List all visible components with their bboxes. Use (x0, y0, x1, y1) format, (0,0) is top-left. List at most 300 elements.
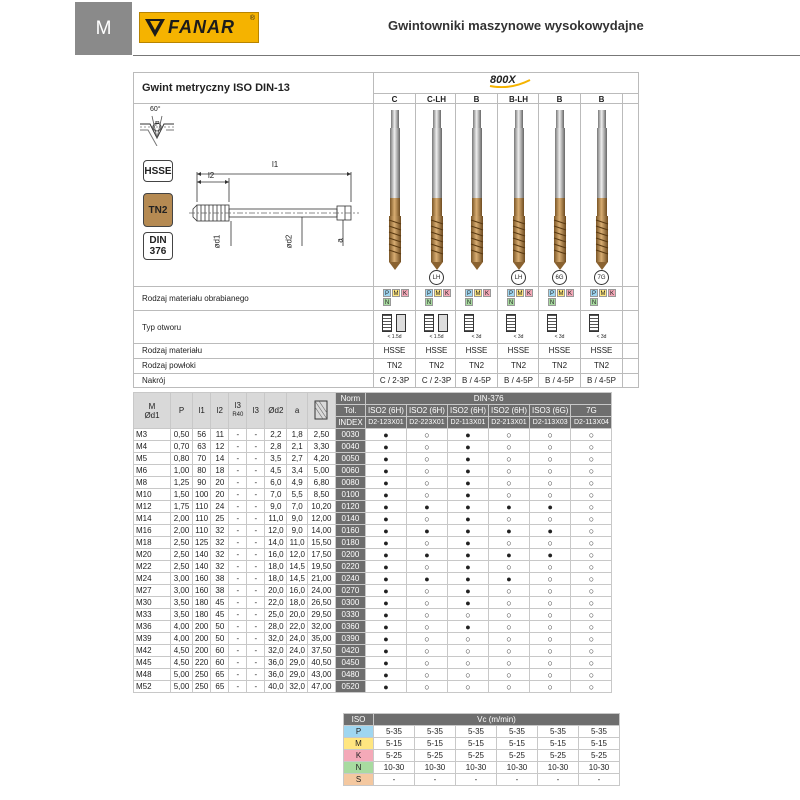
cell-l5: - (247, 513, 265, 525)
availability-mark: ○ (530, 477, 571, 489)
availability-mark: ● (447, 597, 488, 609)
hole-depth-label: < 3d (513, 334, 524, 340)
availability-mark: ● (447, 525, 488, 537)
vc-cell: 5-35 (579, 726, 620, 738)
table-row (134, 645, 612, 657)
cell-p: 0,80 (171, 453, 193, 465)
availability-mark: ● (488, 525, 529, 537)
availability-mark: ● (365, 609, 406, 621)
cell-a: 3,4 (287, 465, 308, 477)
material-p-icon: P (384, 291, 389, 297)
cell-l5: - (247, 453, 265, 465)
cell-d2: 28,0 (265, 621, 287, 633)
col-m-header: M Ød1 (134, 393, 171, 429)
cell-m: M10 (134, 489, 171, 501)
material-n-icon: N (384, 300, 390, 306)
cell-l3: - (229, 453, 247, 465)
availability-mark: ● (530, 501, 571, 513)
tap-image (467, 110, 487, 270)
availability-mark: ○ (488, 681, 529, 693)
cell-a: 24,0 (287, 645, 308, 657)
column-header: C (391, 95, 398, 104)
vc-cell: - (538, 774, 579, 786)
cell-l3: - (229, 441, 247, 453)
hole-depth-label: < 1.5d (429, 334, 444, 340)
blind-hole-icon (438, 314, 448, 332)
tolerance-header: ISO2 (6H) (406, 405, 447, 417)
material-n-icon: N (549, 300, 555, 306)
cell-a: 4,9 (287, 477, 308, 489)
availability-mark: ● (406, 501, 447, 513)
cell-p: 3,00 (171, 573, 193, 585)
availability-mark: ○ (488, 453, 529, 465)
cell-a: 5,5 (287, 489, 308, 501)
cell-l5: - (247, 633, 265, 645)
availability-mark: ● (365, 477, 406, 489)
cell-p: 2,00 (171, 525, 193, 537)
availability-mark: ○ (571, 621, 612, 633)
cell-l5: - (247, 669, 265, 681)
col-d2-header: Ød2 (265, 393, 287, 429)
cell-l1: 200 (193, 633, 211, 645)
din-header: DIN-376 (365, 393, 612, 405)
tool-material-cell: HSSE (383, 346, 406, 355)
availability-mark: ○ (406, 453, 447, 465)
cell-l2: 65 (211, 681, 229, 693)
vc-cell: 5-25 (374, 750, 415, 762)
availability-mark: ○ (488, 489, 529, 501)
cell-d: 21,00 (307, 573, 335, 585)
material-group-cell: P (344, 726, 374, 738)
vc-cell: 5-15 (374, 738, 415, 750)
availability-mark: ○ (406, 621, 447, 633)
cell-l1: 200 (193, 621, 211, 633)
cell-l3: - (229, 537, 247, 549)
chamfer-cell: C / 2-3P (421, 376, 452, 385)
table-row (134, 669, 612, 681)
cell-d2: 18,0 (265, 561, 287, 573)
vc-cell: 10-30 (538, 762, 579, 774)
availability-mark: ○ (406, 465, 447, 477)
availability-mark: ○ (530, 453, 571, 465)
availability-mark: ○ (530, 561, 571, 573)
cell-l2: 18 (211, 465, 229, 477)
cell-m: M33 (134, 609, 171, 621)
dim-d1: ød1 (212, 234, 222, 249)
availability-mark: ● (447, 585, 488, 597)
cell-a: 16,0 (287, 585, 308, 597)
cell-m: M16 (134, 525, 171, 537)
availability-mark: ● (447, 489, 488, 501)
tool-material-cell: HSSE (425, 346, 448, 355)
coating-cell: TN2 (551, 361, 568, 370)
availability-mark: ● (365, 597, 406, 609)
vc-cell: 5-25 (497, 750, 538, 762)
cell-l1: 140 (193, 549, 211, 561)
material-m-icon: M (600, 291, 606, 297)
table-row (134, 585, 612, 597)
availability-mark: ● (406, 525, 447, 537)
availability-mark: ○ (447, 657, 488, 669)
cell-idx: 0120 (335, 501, 365, 513)
availability-mark: ● (447, 537, 488, 549)
cell-m: M42 (134, 645, 171, 657)
chamfer-row-label: Nakrój (142, 376, 166, 385)
vc-cell: - (497, 774, 538, 786)
cell-l1: 63 (193, 441, 211, 453)
cell-d2: 2,2 (265, 429, 287, 441)
availability-mark: ● (447, 621, 488, 633)
vc-cell: 5-15 (579, 738, 620, 750)
material-m-icon: M (393, 291, 399, 297)
cell-l3: - (229, 501, 247, 513)
material-group-cell: N (344, 762, 374, 774)
cell-d2: 2,8 (265, 441, 287, 453)
cell-l1: 160 (193, 573, 211, 585)
cell-d2: 22,0 (265, 597, 287, 609)
cell-l1: 110 (193, 501, 211, 513)
material-m-icon: M (475, 291, 481, 297)
cell-a: 18,0 (287, 597, 308, 609)
cell-l3: - (229, 621, 247, 633)
cell-l2: 32 (211, 525, 229, 537)
cell-d: 32,00 (307, 621, 335, 633)
availability-mark: ○ (406, 657, 447, 669)
cell-d2: 25,0 (265, 609, 287, 621)
tap-size-table (133, 392, 612, 693)
availability-mark: ○ (488, 621, 529, 633)
coating-row-label: Rodzaj powłoki (142, 361, 196, 370)
availability-mark: ○ (530, 621, 571, 633)
cell-d: 35,00 (307, 633, 335, 645)
cell-p: 1,25 (171, 477, 193, 489)
section-letter: M (75, 2, 132, 55)
cell-l5: - (247, 597, 265, 609)
cell-idx: 0060 (335, 465, 365, 477)
cell-a: 12,0 (287, 549, 308, 561)
cell-d: 10,20 (307, 501, 335, 513)
availability-mark: ● (365, 645, 406, 657)
header-divider (133, 55, 800, 56)
cell-p: 4,50 (171, 645, 193, 657)
cell-p: 3,50 (171, 597, 193, 609)
availability-mark: ○ (530, 633, 571, 645)
availability-mark: ○ (406, 537, 447, 549)
cell-p: 2,00 (171, 513, 193, 525)
table-row (134, 657, 612, 669)
cell-l2: 45 (211, 609, 229, 621)
cell-m: M20 (134, 549, 171, 561)
material-group-cell: S (344, 774, 374, 786)
availability-mark: ○ (571, 633, 612, 645)
cell-l3: - (229, 585, 247, 597)
availability-mark: ○ (488, 609, 529, 621)
table-row (134, 513, 612, 525)
vc-cell: 5-15 (415, 738, 456, 750)
chamfer-cell: B / 4-5P (587, 376, 616, 385)
cell-l1: 180 (193, 597, 211, 609)
cell-l2: 38 (211, 585, 229, 597)
cell-l1: 100 (193, 489, 211, 501)
availability-mark: ● (365, 681, 406, 693)
cell-l3: - (229, 549, 247, 561)
availability-mark: ● (447, 549, 488, 561)
availability-mark: ● (365, 465, 406, 477)
material-row-label: Rodzaj materiału obrabianego (142, 294, 249, 303)
cell-l3: - (229, 669, 247, 681)
vc-cell: 5-15 (497, 738, 538, 750)
coating-cell: TN2 (593, 361, 610, 370)
cell-l5: - (247, 681, 265, 693)
cell-idx: 0180 (335, 537, 365, 549)
cell-l2: 50 (211, 621, 229, 633)
cell-a: 11,0 (287, 537, 308, 549)
cell-l1: 160 (193, 585, 211, 597)
availability-mark: ○ (406, 645, 447, 657)
availability-mark: ○ (488, 585, 529, 597)
hole-icon (382, 314, 392, 332)
material-group-cell: K (344, 750, 374, 762)
material-m-icon: M (558, 291, 564, 297)
availability-mark: ○ (571, 489, 612, 501)
cell-l2: 12 (211, 441, 229, 453)
cell-l5: - (247, 429, 265, 441)
cell-l2: 32 (211, 549, 229, 561)
cell-l1: 70 (193, 453, 211, 465)
availability-mark: ● (488, 501, 529, 513)
table-row (134, 465, 612, 477)
availability-mark: ○ (571, 429, 612, 441)
cell-l1: 180 (193, 609, 211, 621)
cell-l5: - (247, 477, 265, 489)
availability-mark: ○ (447, 633, 488, 645)
availability-mark: ○ (447, 669, 488, 681)
tool-material-row-label: Rodzaj materiału (142, 346, 203, 355)
availability-mark: ○ (406, 429, 447, 441)
availability-mark: ○ (530, 429, 571, 441)
material-k-icon: K (567, 291, 572, 297)
availability-mark: ● (365, 525, 406, 537)
material-k-icon: K (609, 291, 614, 297)
cell-m: M18 (134, 537, 171, 549)
tap-image (385, 110, 405, 270)
cell-l1: 250 (193, 669, 211, 681)
index-code-header: D2-213X01 (488, 417, 529, 429)
tolerance-header: ISO2 (6H) (365, 405, 406, 417)
tol-header: Tol. (335, 405, 365, 417)
vc-cell: - (456, 774, 497, 786)
availability-mark: ● (406, 549, 447, 561)
availability-mark: ● (365, 537, 406, 549)
cell-l3: - (229, 657, 247, 669)
material-n-icon: N (426, 300, 432, 306)
cell-m: M8 (134, 477, 171, 489)
cell-l5: - (247, 525, 265, 537)
hole-depth-label: < 3d (596, 334, 607, 340)
cell-d2: 3,5 (265, 453, 287, 465)
availability-mark: ○ (530, 489, 571, 501)
tn2-badge: TN2 (143, 193, 173, 227)
cell-d: 4,20 (307, 453, 335, 465)
tool-material-cell: HSSE (465, 346, 488, 355)
availability-mark: ○ (488, 645, 529, 657)
dim-d2: ød2 (284, 234, 294, 249)
dim-l1: l1 (272, 160, 279, 169)
material-p-icon: P (426, 291, 431, 297)
cell-l3: - (229, 633, 247, 645)
availability-mark: ○ (406, 477, 447, 489)
cell-m: M22 (134, 561, 171, 573)
cell-idx: 0270 (335, 585, 365, 597)
cell-l1: 56 (193, 429, 211, 441)
cell-l3: - (229, 561, 247, 573)
availability-mark: ○ (530, 669, 571, 681)
tap-image (592, 110, 612, 270)
cell-idx: 0360 (335, 621, 365, 633)
cell-d: 2,50 (307, 429, 335, 441)
tap-tag: LH (429, 270, 444, 285)
column-header: B (556, 95, 563, 104)
cell-d2: 40,0 (265, 681, 287, 693)
table-row (134, 489, 612, 501)
fanar-v-icon (145, 19, 165, 37)
cell-l5: - (247, 465, 265, 477)
tool-material-cell: HSSE (548, 346, 571, 355)
availability-mark: ○ (406, 489, 447, 501)
hole-icon (589, 314, 599, 332)
tolerance-header: ISO2 (6H) (488, 405, 529, 417)
table-row (134, 477, 612, 489)
cell-m: M4 (134, 441, 171, 453)
availability-mark: ○ (571, 537, 612, 549)
cell-l2: 45 (211, 597, 229, 609)
cell-d2: 12,0 (265, 525, 287, 537)
availability-mark: ● (365, 453, 406, 465)
cell-l3: - (229, 513, 247, 525)
series-badge-text: 800X (490, 74, 516, 86)
cell-m: M45 (134, 657, 171, 669)
table-row (134, 549, 612, 561)
index-code-header: D2-113X01 (447, 417, 488, 429)
cell-l5: - (247, 537, 265, 549)
availability-mark: ● (530, 525, 571, 537)
cell-idx: 0140 (335, 513, 365, 525)
availability-mark: ● (365, 501, 406, 513)
table-row (134, 561, 612, 573)
cell-m: M52 (134, 681, 171, 693)
cell-d: 12,00 (307, 513, 335, 525)
cell-p: 2,50 (171, 549, 193, 561)
tolerance-header: 7G (571, 405, 612, 417)
cell-d: 26,50 (307, 597, 335, 609)
cell-l5: - (247, 549, 265, 561)
cell-l1: 90 (193, 477, 211, 489)
availability-mark: ● (406, 573, 447, 585)
material-p-icon: P (466, 291, 471, 297)
availability-mark: ○ (530, 645, 571, 657)
cell-l1: 110 (193, 525, 211, 537)
cell-l2: 38 (211, 573, 229, 585)
cell-idx: 0450 (335, 657, 365, 669)
col-l1-header: l1 (193, 393, 211, 429)
availability-mark: ○ (406, 513, 447, 525)
availability-mark: ○ (530, 537, 571, 549)
cell-m: M12 (134, 501, 171, 513)
col-drill-header (307, 393, 335, 429)
cell-d2: 9,0 (265, 501, 287, 513)
availability-mark: ○ (571, 609, 612, 621)
cell-p: 5,00 (171, 681, 193, 693)
tolerance-header: ISO2 (6H) (447, 405, 488, 417)
availability-mark: ○ (571, 441, 612, 453)
hole-depth-label: < 3d (471, 334, 482, 340)
cell-l5: - (247, 489, 265, 501)
cell-d: 40,50 (307, 657, 335, 669)
hole-depth-label: < 1.5d (387, 334, 402, 340)
cell-a: 14,5 (287, 561, 308, 573)
table-row (134, 597, 612, 609)
vc-cell: 10-30 (497, 762, 538, 774)
tolerance-header: ISO3 (6G) (530, 405, 571, 417)
cell-idx: 0420 (335, 645, 365, 657)
cell-l3: - (229, 645, 247, 657)
availability-mark: ○ (530, 441, 571, 453)
cell-l1: 200 (193, 645, 211, 657)
cell-idx: 0160 (335, 525, 365, 537)
availability-mark: ○ (488, 537, 529, 549)
cell-m: M39 (134, 633, 171, 645)
table-row (134, 441, 612, 453)
col-p-header: P (171, 393, 193, 429)
cell-p: 1,50 (171, 489, 193, 501)
cell-l1: 110 (193, 513, 211, 525)
availability-mark: ● (530, 549, 571, 561)
availability-mark: ● (365, 657, 406, 669)
cell-l5: - (247, 609, 265, 621)
cell-l5: - (247, 621, 265, 633)
cell-d2: 11,0 (265, 513, 287, 525)
availability-mark: ● (365, 489, 406, 501)
availability-mark: ○ (571, 561, 612, 573)
table-row (134, 621, 612, 633)
availability-mark: ○ (571, 597, 612, 609)
availability-mark: ○ (530, 585, 571, 597)
cell-d2: 32,0 (265, 645, 287, 657)
cell-m: M48 (134, 669, 171, 681)
availability-mark: ○ (571, 657, 612, 669)
cell-a: 9,0 (287, 513, 308, 525)
table-row (134, 573, 612, 585)
tap-image (550, 110, 570, 270)
cell-p: 2,50 (171, 561, 193, 573)
hole-icon (464, 314, 474, 332)
cell-l5: - (247, 645, 265, 657)
availability-mark: ○ (488, 429, 529, 441)
cell-p: 1,00 (171, 465, 193, 477)
cell-d: 3,30 (307, 441, 335, 453)
cell-d: 37,50 (307, 645, 335, 657)
cell-idx: 0080 (335, 477, 365, 489)
cell-m: M36 (134, 621, 171, 633)
cell-idx: 0520 (335, 681, 365, 693)
availability-mark: ○ (406, 681, 447, 693)
availability-mark: ○ (447, 609, 488, 621)
tool-material-cell: HSSE (507, 346, 530, 355)
chamfer-cell: B / 4-5P (504, 376, 533, 385)
cell-idx: 0050 (335, 453, 365, 465)
cell-d2: 16,0 (265, 549, 287, 561)
cell-d2: 18,0 (265, 573, 287, 585)
